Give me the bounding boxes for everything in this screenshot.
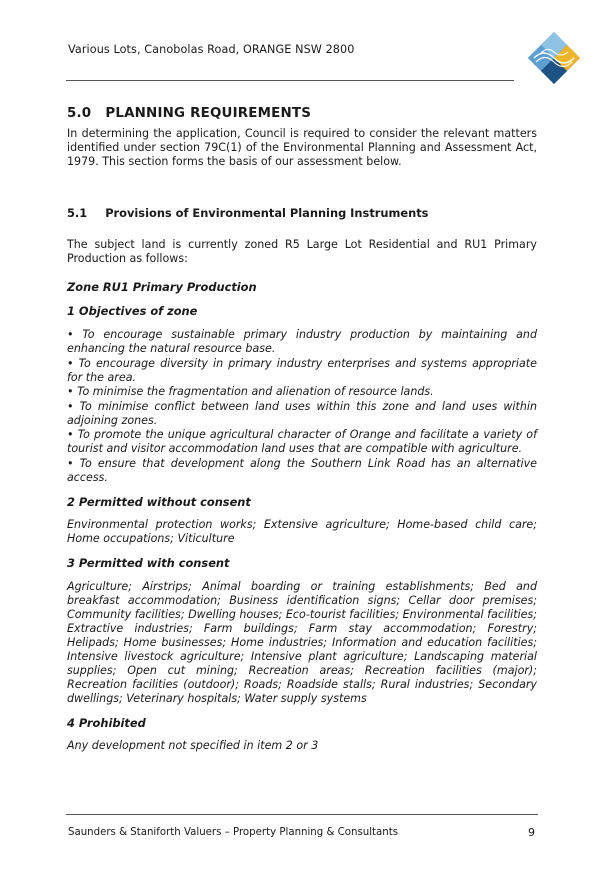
permitted-with-consent-text: Agriculture; Airstrips; Animal boarding or training establishments; Bed and breakfast accommodation; Business identification signs; Cellar door premises; Community facilities; Dwelling houses; Eco-tourist facilities; Environmental facilities; Extractive industries; Farm buildings; Farm stay accommodation; Forestry; Helipads; Home businesses; Home industries; Information and education facilities; Intensive livestock agriculture; Intensive plant agriculture; Landscaping material supplies; Open cut mining; Recreation areas; Recreation facilities (major); Recreation facilities (outdoor); Roads; Roadside stalls; Rural industries; Secondary dwellings; Veterinary hospitals; Water supply systems [67,579,537,705]
objectives-list [67,328,537,485]
header-divider [66,80,514,81]
objective-item: • To ensure that development along the Southern Link Road has an alternative access. [67,457,537,485]
permitted-with-consent-heading: 3 Permitted with consent [67,555,230,570]
subsection-number: 5.1 [67,205,88,220]
permitted-without-consent-heading: 2 Permitted without consent [67,494,251,509]
prohibited-heading: 4 Prohibited [67,715,146,730]
section-heading [67,106,537,121]
page-number: 9 [528,826,535,839]
objective-item: • To promote the unique agricultural character of Orange and facilitate a variety of tourist and visitor accommodation land uses that are compatible with agriculture. [67,428,537,456]
objective-item: • To minimise the fragmentation and alienation of resource lands. [67,385,537,399]
objective-item: • To encourage diversity in primary industry enterprises and systems appropriate for the area. [67,357,537,385]
section-title: PLANNING REQUIREMENTS [105,106,312,121]
land-zoning-paragraph: The subject land is currently zoned R5 Large Lot Residential and RU1 Primary Production as follows: [67,237,537,265]
main-content [67,106,537,753]
footer-company: Saunders & Staniforth Valuers – Property Planning & Consultants [68,827,399,838]
header-address: Various Lots, Canobolas Road, ORANGE NSW 2800 [68,43,355,56]
objective-item: • To minimise conflict between land uses within this zone and land uses within adjoining zones. [67,400,537,428]
subsection-heading [67,206,537,220]
company-diamond-logo-icon [526,30,582,86]
footer-divider [66,814,538,815]
section-intro-paragraph: In determining the application, Council is required to consider the relevant matters identified under section 79C(1) of the Environmental Planning and Assessment Act, 1979. This section forms the basis of our assessment below. [67,127,537,169]
prohibited-text: Any development not specified in item 2 or 3 [67,738,319,752]
zone-title: Zone RU1 Primary Production [67,280,257,295]
objectives-heading: 1 Objectives of zone [67,304,198,319]
section-number: 5.0 [67,106,92,121]
permitted-without-consent-text: Environmental protection works; Extensive agriculture; Home-based child care; Home occupations; Viticulture [67,517,537,545]
objective-item: • To encourage sustainable primary industry production by maintaining and enhancing the natural resource base. [67,328,537,356]
subsection-title: Provisions of Environmental Planning Instruments [105,205,429,220]
